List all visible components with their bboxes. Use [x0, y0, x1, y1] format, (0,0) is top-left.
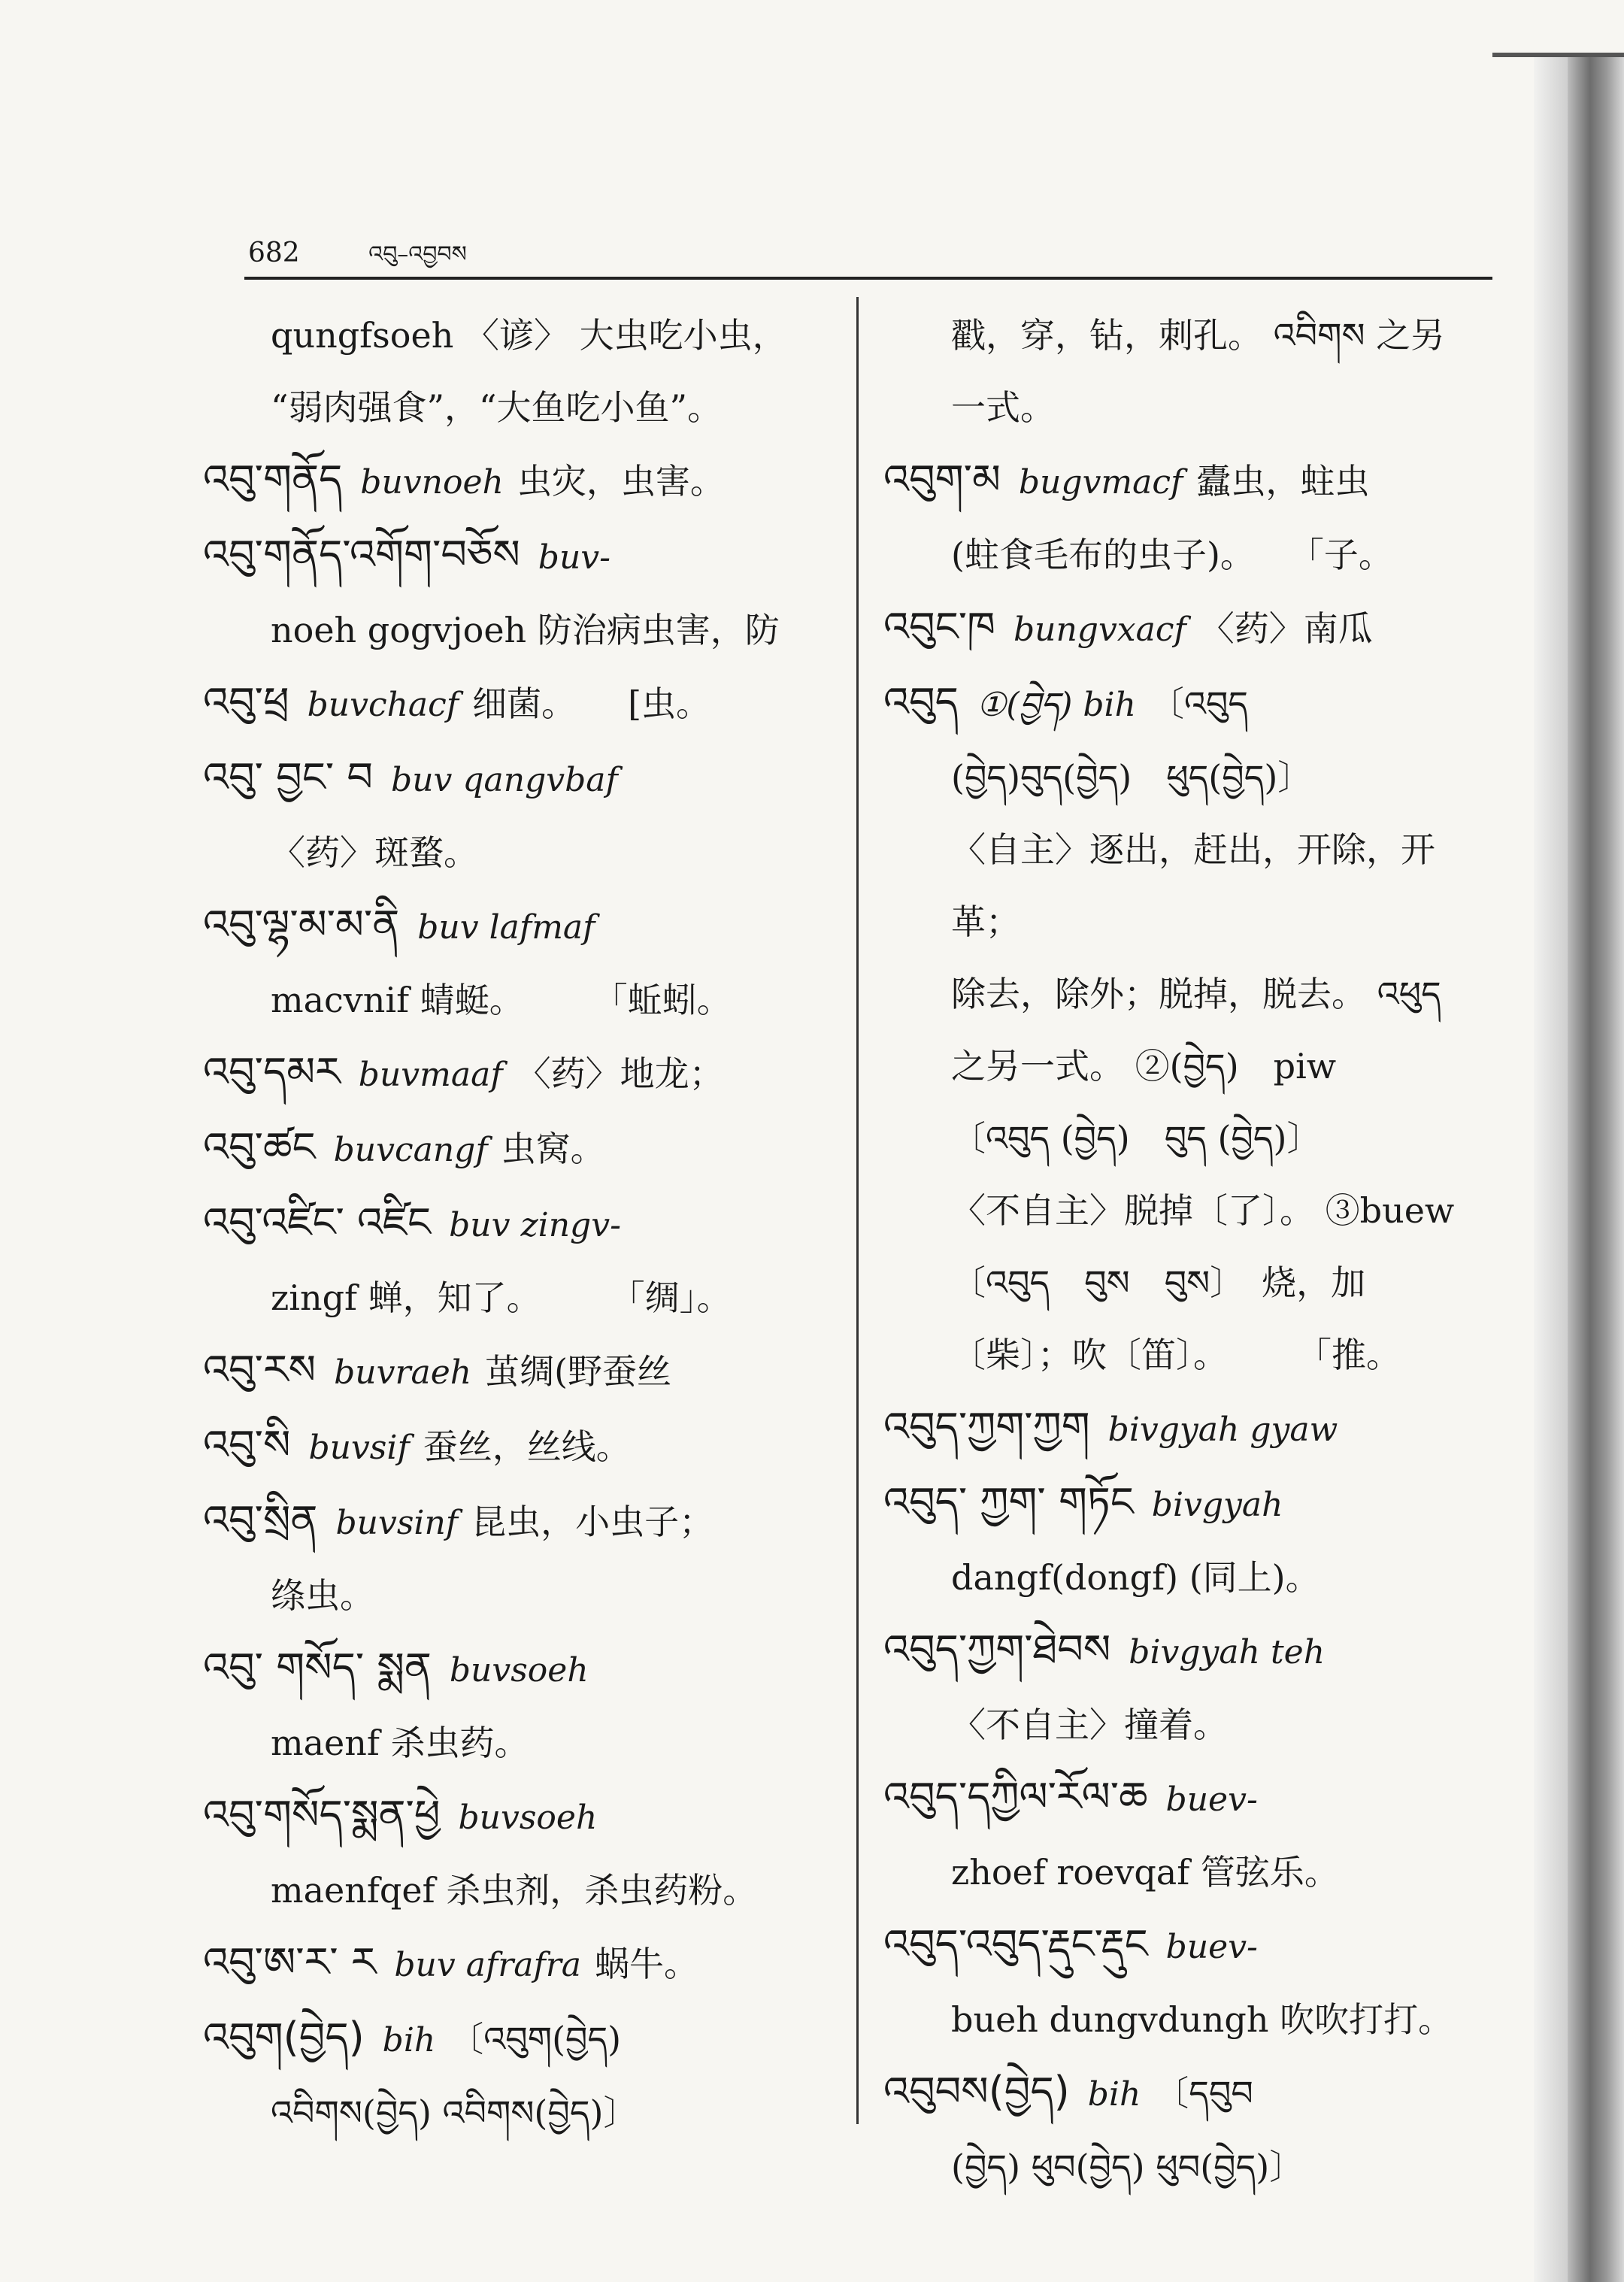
dictionary-entry: [203, 2002, 838, 2077]
continuation-line: 〈不自主〉撞着。: [951, 1705, 1228, 1745]
romanization: bivgyah gyaw: [1107, 1411, 1338, 1449]
chinese-gloss: 〈药〉南瓜: [1199, 608, 1373, 649]
page-edge-shadow: [1534, 53, 1568, 2282]
tibetan-headword: འབུང་ཁ: [883, 603, 995, 650]
romanization: buv-: [538, 538, 611, 577]
tibetan-headword: འབུད་ཀྱག་ཀྱག: [883, 1403, 1090, 1450]
chinese-gloss: 虫灾，虫害。: [517, 461, 725, 502]
page-number: 682: [248, 238, 300, 268]
dictionary-entry: [203, 666, 838, 741]
dictionary-entry: [203, 1409, 838, 1484]
romanization: buv afrafra: [394, 1946, 582, 1984]
right-column: [883, 299, 1500, 2203]
continuation-line: 绦虫。: [271, 1575, 374, 1616]
chinese-gloss: 细菌。 [虫。: [472, 683, 711, 724]
chinese-gloss: 蜗牛。: [595, 1944, 699, 1984]
continuation-line: noeh gogvjoeh 防治病虫害，防: [271, 610, 780, 650]
tibetan-headword: འབུ་ཕྲ: [203, 678, 289, 726]
dictionary-entry: [883, 591, 1500, 666]
continuation-line: macvnif 蜻蜓。 「蚯蚓。: [271, 980, 732, 1020]
tibetan-headword: འབུབས(བྱེད): [883, 2068, 1070, 2115]
romanization: buvsif: [308, 1429, 410, 1467]
continuation-line: (蛀食毛布的虫子)。 「子。: [951, 535, 1393, 575]
tibetan-headword: འབུ་ཚང: [203, 1123, 316, 1171]
tibetan-headword: འབུད་ཀྱག་ཐེབས: [883, 1626, 1111, 1673]
continuation-line: 〔འབུད བུས བུས〕 烧，加: [951, 1262, 1366, 1303]
tibetan-headword: འབུ་སྲིན: [203, 1496, 318, 1544]
tibetan-headword: འབུ་རས: [203, 1346, 317, 1393]
romanization: buvmaaf: [358, 1056, 503, 1094]
tibetan-headword: འབུད་ ཀྱག་ གཏོང: [883, 1478, 1134, 1526]
dictionary-entry: [203, 1186, 838, 1262]
romanization: buvchacf: [307, 686, 459, 724]
dictionary-entry: [883, 666, 1500, 741]
dictionary-entry: [883, 1761, 1500, 1836]
chinese-gloss: 茧绸(野蚕丝: [485, 1351, 672, 1392]
chinese-gloss: 〔དབུབ: [1154, 2073, 1253, 2114]
dictionary-entry: [883, 1391, 1500, 1466]
dictionary-entry: [203, 444, 838, 519]
tibetan-headword: འབུད: [883, 678, 959, 726]
binding-edge: [1568, 53, 1624, 2282]
tibetan-headword: འབུ་དམར: [203, 1048, 341, 1096]
continuation-line: 〈药〉斑蝥。: [271, 832, 478, 873]
tibetan-headword: འབུ་འཛིང་ འཛིང: [203, 1199, 432, 1246]
romanization: buvsoeh: [458, 1799, 598, 1837]
chinese-gloss: 虫窝。: [501, 1129, 605, 1169]
dictionary-entry: [203, 1926, 838, 2002]
tibetan-headword: འབུ་སི: [203, 1421, 291, 1468]
dictionary-entry: [883, 2056, 1500, 2131]
continuation-line: maenf 杀虫药。: [271, 1723, 529, 1763]
dictionary-entry: [203, 889, 838, 964]
continuation-line: 〈自主〉逐出，赶出，开除，开革；: [951, 829, 1435, 942]
continuation-line: འབིགས(བྱེད) འབིགས(བྱེད)〕: [271, 2093, 638, 2133]
romanization: bivgyah: [1151, 1486, 1283, 1524]
continuation-line: bueh dungvdungh 吹吹打打。: [951, 1999, 1453, 2040]
romanization: bivgyah teh: [1129, 1633, 1326, 1671]
left-column: [203, 299, 838, 2149]
dictionary-entry: [883, 1466, 1500, 1541]
romanization: bih: [1087, 2075, 1141, 2114]
chinese-gloss: 蠹虫，蛀虫: [1196, 461, 1370, 502]
tibetan-headword: འབུ་ བྱང་ བ: [203, 753, 374, 801]
continuation-line: zingf 蝉，知了。 「绸」。: [271, 1277, 732, 1318]
dictionary-entry: [203, 1632, 838, 1707]
continuation-line: zhoef roevqaf 管弦乐。: [951, 1852, 1339, 1893]
dictionary-entry: [203, 741, 838, 817]
continuation-line: 除去，除外；脱掉，脱去。 འཕུད: [951, 974, 1441, 1014]
dictionary-entry: [203, 519, 838, 594]
romanization: buev-: [1165, 1928, 1258, 1966]
continuation-line: 之另一式。 ②(བྱེད) piw: [951, 1046, 1337, 1086]
romanization: buvraeh: [334, 1353, 472, 1392]
chinese-gloss: 〈药〉地龙；: [516, 1053, 724, 1094]
tibetan-headword: འབུ་གནོད་འགོག་བཅོས: [203, 531, 520, 578]
continuation-line: 戳，穿，钻，刺孔。 འབིགས 之另: [951, 315, 1446, 356]
dictionary-entry: [883, 1614, 1500, 1689]
continuation-line: qungfsoeh 〈谚〉 大虫吃小虫，: [271, 315, 787, 356]
chinese-gloss: 〔འབུག(བྱེད): [449, 2019, 622, 2059]
tibetan-headword: འབུད་འབུད་རྡུང་རྡུང: [883, 1920, 1148, 1968]
tibetan-headword: འབུ་ཨ་ར་ ར: [203, 1938, 377, 1986]
dictionary-entry: [203, 1779, 838, 1854]
romanization: buev-: [1165, 1780, 1258, 1819]
tibetan-headword: འབུག(བྱེད): [203, 2014, 365, 2061]
chinese-gloss: 昆虫，小虫子；: [471, 1502, 714, 1542]
continuation-line: 〔柴〕；吹〔笛〕。 「推。: [951, 1335, 1401, 1375]
continuation-line: (བྱེད)བུད(བྱེད) ཕུད(བྱེད)〕: [951, 757, 1313, 798]
romanization: ①(བྱེད) bih: [976, 686, 1136, 724]
dictionary-entry: [203, 1111, 838, 1186]
dictionary-entry: [203, 1036, 838, 1111]
dictionary-entry: [883, 444, 1500, 519]
romanization: bih: [382, 2021, 436, 2059]
romanization: buvnoeh: [360, 463, 504, 502]
tibetan-headword: འབུ་གསོད་སྨན་ཕྱེ: [203, 1791, 441, 1838]
continuation-line: maenfqef 杀虫剂，杀虫药粉。: [271, 1870, 758, 1911]
continuation-line: “弱肉强食”，“大鱼吃小鱼”。: [271, 387, 723, 428]
romanization: bugvmacf: [1018, 463, 1183, 502]
tibetan-headword: འབུ་ལྷ་མ་མ་ནི: [203, 901, 400, 948]
romanization: buv qangvbaf: [391, 761, 618, 799]
chinese-gloss: 蚕丝，丝线。: [423, 1426, 631, 1467]
romanization: buvsinf: [335, 1504, 459, 1542]
dictionary-entry: [203, 1484, 838, 1559]
dictionary-entry: [883, 1908, 1500, 1983]
column-divider: [856, 297, 859, 2124]
header-rule: [244, 277, 1492, 280]
tibetan-headword: འབུད་དཀྱིལ་རོལ་ཆ: [883, 1773, 1148, 1820]
tibetan-headword: འབུ་ གསོད་ སྨན: [203, 1644, 432, 1691]
continuation-line: 一式。: [951, 387, 1055, 428]
chinese-gloss: 〔འབུད: [1149, 683, 1249, 724]
romanization: bungvxacf: [1013, 611, 1186, 649]
continuation-line: (བྱེད) ཕུབ(བྱེད) ཕུབ(བྱེད)〕: [951, 2147, 1304, 2187]
romanization: buvcangf: [333, 1131, 488, 1169]
edge-top-line: [1492, 53, 1624, 57]
continuation-line: dangf(dongf) (同上)。: [951, 1557, 1320, 1598]
romanization: buv zingv-: [449, 1206, 621, 1244]
tibetan-headword: འབུ་གནོད: [203, 456, 343, 503]
romanization: buvsoeh: [449, 1651, 589, 1690]
dictionary-entry: [203, 1334, 838, 1409]
tibetan-headword: འབུག་མ: [883, 456, 1001, 503]
page-header: [248, 229, 467, 292]
continuation-line: 〔འབུད (བྱེད) བུད (བྱེད)〕: [951, 1118, 1322, 1159]
romanization: buv lafmaf: [417, 908, 595, 947]
headword-range: འབུ–འབྱབས: [368, 241, 467, 268]
continuation-line: 〈不自主〉脱掉〔了〕。 ③buew: [951, 1190, 1455, 1231]
